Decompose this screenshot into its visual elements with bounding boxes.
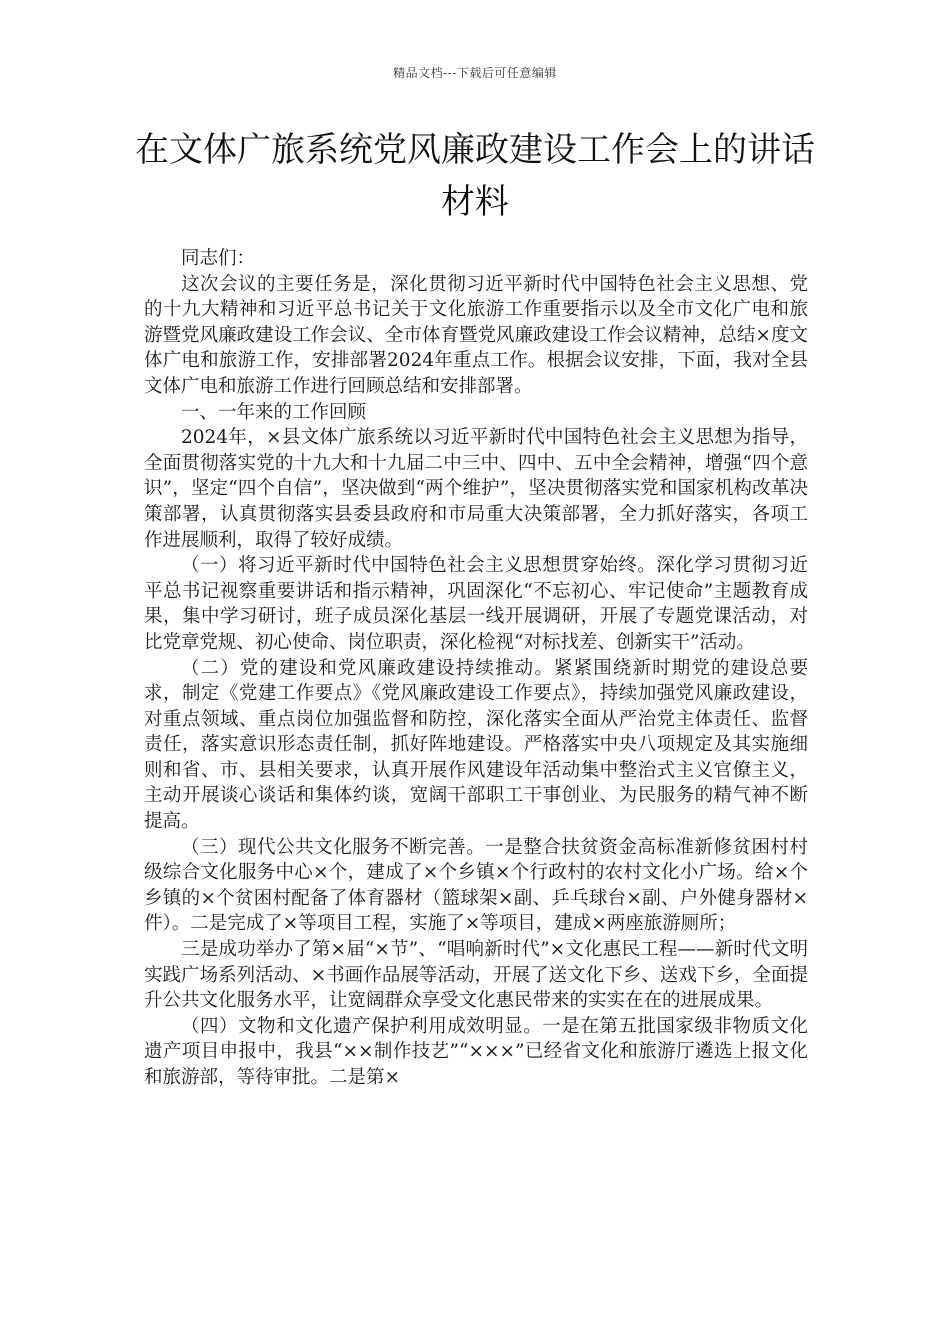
paragraph-intro: 这次会议的主要任务是，深化贯彻习近平新时代中国特色社会主义思想、党的十九大精神和习近平总书记关于文化旅游工作重要指示以及全市文化广电和旅游暨党风廉政建设工作会议、全市体育暨党风廉政建设工作会议精神，总结×度文体广电和旅游工作，安排部署2024年重点工作。根据会议安排，下面，我对全县文体广电和旅游工作进行回顾总结和安排部署。 — [144, 273, 808, 397]
paragraph-overview: 2024年，×县文体广旅系统以习近平新时代中国特色社会主义思想为指导，全面贯彻落实党的十九大和十九届二中三中、四中、五中全会精神，增强“四个意识”，坚定“四个自信”，坚决做到“两个维护”，坚决贯彻落实党和国家机构改革决策部署，认真贯彻落实县委县政府和市局重大决策部署，全力抓好落实，各项工作进展顺利，取得了较好成绩。 — [144, 427, 808, 551]
paragraph-item-4: （四）文物和文化遗产保护利用成效明显。一是在第五批国家级非物质文化遗产项目申报中，我县“××制作技艺”“×××”已经省文化和旅游厅遴选上报文化和旅游部，等待审批。二是第× — [144, 1015, 808, 1088]
paragraph-item-3: （三）现代公共文化服务不断完善。一是整合扶贫资金高标准新修贫困村村级综合文化服务中心×个，建成了×个乡镇×个行政村的农村文化小广场。给×个乡镇的×个贫困村配备了体育器材（篮球架×副、乒乓球台×副、户外健身器材×件）。二是完成了×等项目工程，实施了×等项目，建成×两座旅游厕所； — [144, 836, 808, 935]
section-heading: 一、一年来的工作回顾 — [181, 401, 367, 423]
paragraph-item-3-cont: 三是成功举办了第×届“×节”、“唱响新时代”×文化惠民工程——新时代文明实践广场系列活动、×书画作品展等活动，开展了送文化下乡、送戏下乡，全面提升公共文化服务水平，让宽阔群众享受文化惠民带来的实实在在的进展成果。 — [144, 939, 808, 1012]
header-note: 精品文档---下载后可任意编辑 — [393, 66, 557, 80]
salutation: 同志们： — [181, 248, 256, 269]
paragraph-item-1: （一）将习近平新时代中国特色社会主义思想贯穿始终。深化学习贯彻习近平总书记视察重要讲话和指示精神，巩固深化“不忘初心、牢记使命”主题教育成果，集中学习研讨，班子成员深化基层一线开展调研，开展了专题党课活动，对比党章党规、初心使命、岗位职责，深化检视“对标找差、创新实干”活动。 — [144, 555, 808, 653]
document-title: 在文体广旅系统党风廉政建设工作会上的讲话材料 — [135, 130, 815, 222]
paragraph-item-2: （二）党的建设和党风廉政建设持续推动。紧紧围绕新时期党的建设总要求，制定《党建工作要点》《党风廉政建设工作要点》，持续加强党风廉政建设，对重点领域、重点岗位加强监督和防控，深化落实全面从严治党主体责任、监督责任，落实意识形态责任制，抓好阵地建设。严格落实中央八项规定及其实施细则和省、市、县相关要求，认真开展作风建设年活动集中整治式主义官僚主义，主动开展谈心谈话和集体约谈，宽阔干部职工干事创业、为民服务的精气神不断提高。 — [144, 657, 808, 833]
document-body — [144, 246, 808, 1091]
